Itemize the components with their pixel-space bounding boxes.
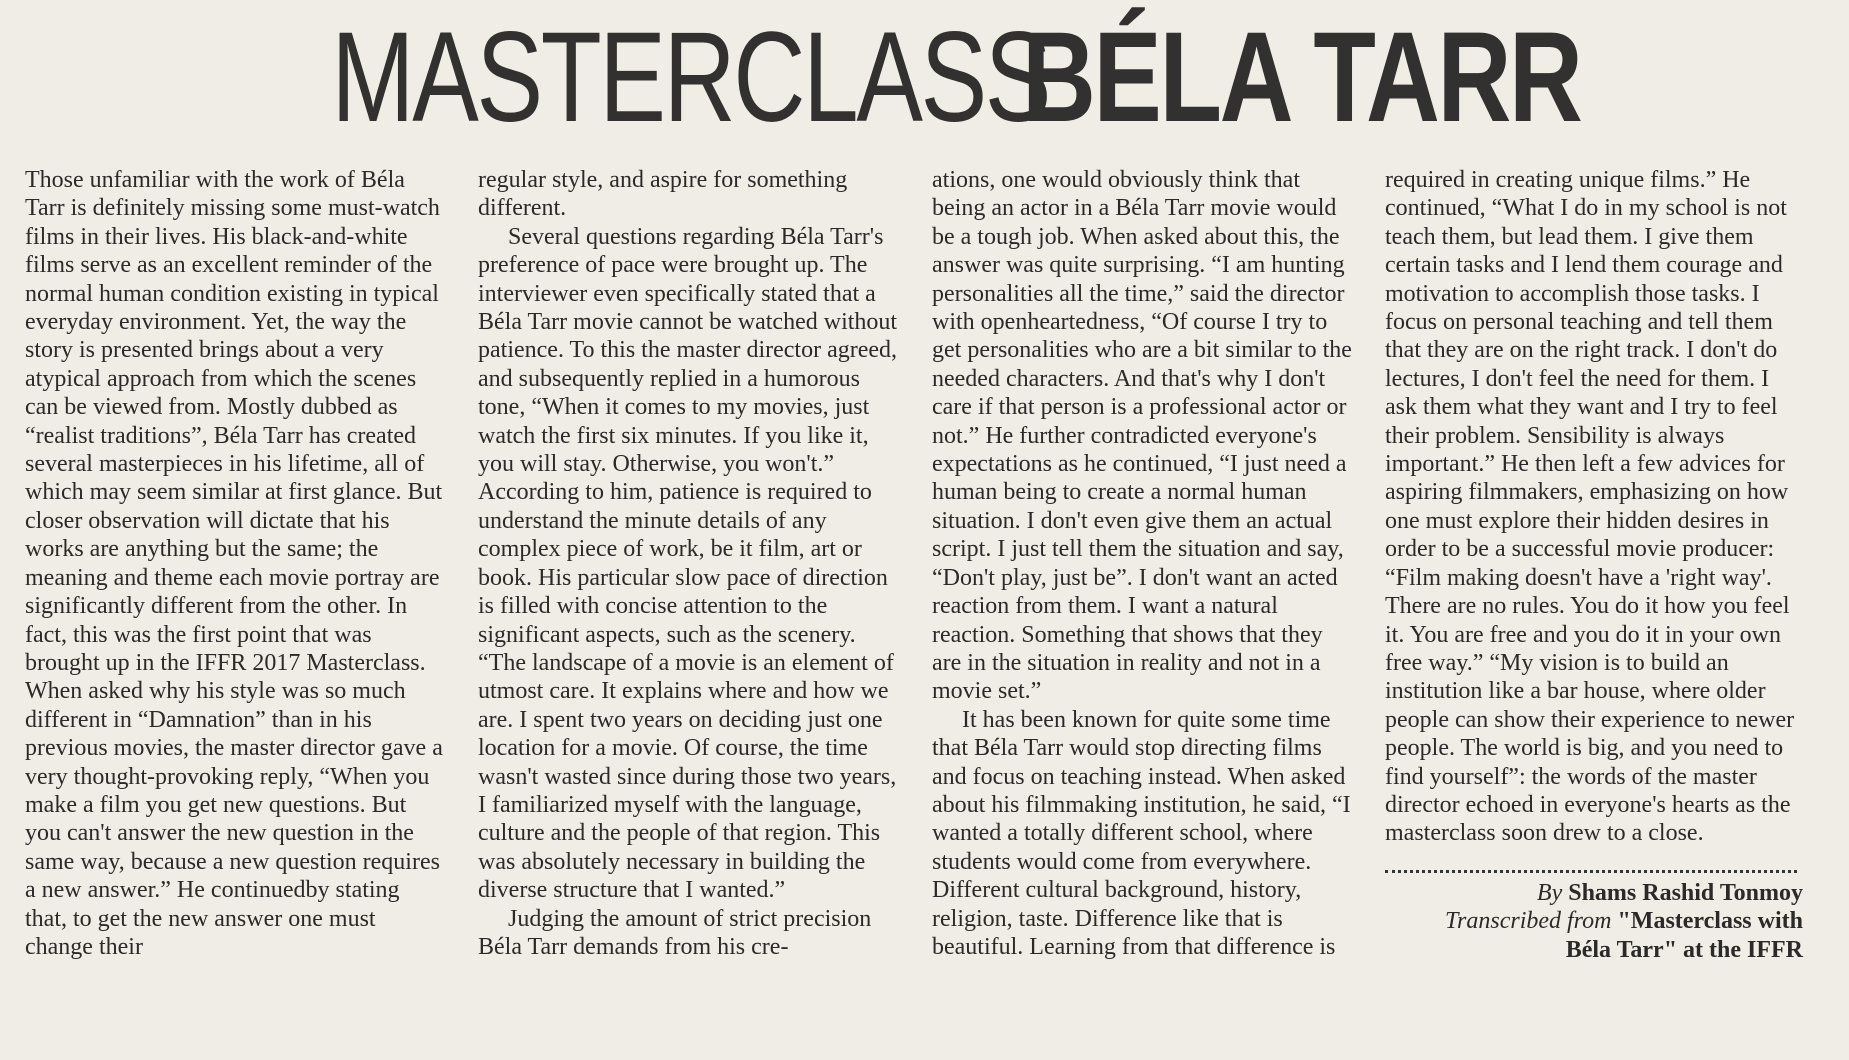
by-label: By	[1536, 879, 1563, 906]
paragraph: Those unfamiliar with the work of Béla Tarr is definitely missing some must-watch films in their lives. His black-and-white films serve as an excellent reminder of the normal human condition existing in typical everyday environment. Yet, the way the story is presented brings about a very atypical approach from which the scenes can be viewed from. Mostly dubbed as “realist traditions”, Béla Tarr has created several masterpieces in his lifetime, all of which may seem similar at first glance. But closer observation will dictate that his works are anything but the same; the meaning and theme each movie portray are significantly different from the other. In fact, this was the first point that was brought up in the IFFR 2017 Masterclass. When asked why his style was so much different in “Damnation” than in his previous movies, the master director gave a very thought-provoking reply, “When you make a film you get new questions. But you can't answer the new question in the same way, because a new question requires a new answer.” He continuedby stating that, to get the new answer one must change their	[25, 167, 443, 960]
source-title-2: Béla Tarr" at the IFFR	[1565, 936, 1803, 963]
paragraph: It has been known for quite some time that Béla Tarr would stop directing films and focus on teaching instead. When asked about his filmmaking institution, he said, “I wanted a totally different school, where students would come from everywhere. Different cultural background, history, religion, taste. Difference like that is beautiful. Learning from that difference is	[932, 706, 1351, 960]
paragraph: ations, one would obviously think that being an actor in a Béla Tarr movie would be a tough job. When asked about this, the answer was quite surprising. “I am hunting personalities all the time,” said the director with openheartedness, “Of course I try to get personalities who are a bit similar to the needed characters. And that's why I don't care if that person is a professional actor or not.” He further contradicted everyone's expectations as he continued, “I just need a human being to create a normal human situation. I don't even give them an actual script. I just tell them the situation and say, “Don't play, just be”. I don't want an acted reaction from them. I want a natural reaction. Something that shows that they are in the situation in reality and not in a movie set.”	[932, 167, 1352, 705]
paragraph: required in creating unique films.” He continued, “What I do in my school is not teach them, but lead them. I give them certain tasks and I lend them courage and motivation to accomplish those tasks. I focus on personal teaching and tell them that they are on the right track. I don't do lectures, I don't feel the need for them. I ask them what they want and I try to feel their problem. Sensibility is always important.” He then left a few advices for aspiring filmmakers, emphasizing on how one must explore their hidden desires in order to be a successful movie producer: “Film making doesn't have a 'right way'. There are no rules. You do it how you feel it. You are free and you do it in your own free way.” “My vision is to build an institution like a bar house, where older people can show their experience to newer people. The world is big, and you need to find yourself”: the words of the master director echoed in everyone's hearts as the masterclass soon drew to a close.	[1385, 167, 1795, 847]
dotted-divider	[1385, 860, 1797, 873]
title-bold: BÉLA TARR	[1021, 6, 1581, 149]
article-column-1	[25, 166, 445, 961]
article-column-2	[478, 166, 898, 961]
article-title	[0, 8, 1849, 148]
paragraph: Judging the amount of strict precision Béla Tarr demands from his cre-	[478, 905, 872, 960]
article-column-3	[932, 166, 1352, 961]
paragraph: Several questions regarding Béla Tarr's preference of pace were brought up. The interviewer even specifically stated that a Béla Tarr movie cannot be watched without patience. To this the master director agreed, and subsequently replied in a humorous tone, “When it comes to my movies, just watch the first six minutes. If you like it, you will stay. Otherwise, you won't.” According to him, patience is required to understand the minute details of any complex piece of work, be it film, art or book. His particular slow pace of direction is filled with concise attention to the significant aspects, such as the scenery. “The landscape of a movie is an element of utmost care. It explains where and how we are. I spent two years on deciding just one location for a movie. Of course, the time wasn't wasted since during those two years, I familiarized myself with the language, culture and the people of that region. This was absolutely necessary in building the diverse structure that I wanted.”	[478, 223, 898, 904]
source-line	[1385, 907, 1803, 936]
author-name: Shams Rashid Tonmoy	[1568, 879, 1803, 906]
paragraph: regular style, and aspire for something different.	[478, 167, 848, 222]
title-light: MASTERCLASS	[331, 6, 1050, 149]
transcribed-label: Transcribed from	[1445, 908, 1612, 935]
byline	[1385, 879, 1803, 965]
author-line	[1385, 879, 1803, 908]
article-column-4	[1385, 166, 1805, 964]
source-title-1: "Masterclass with	[1617, 908, 1803, 935]
